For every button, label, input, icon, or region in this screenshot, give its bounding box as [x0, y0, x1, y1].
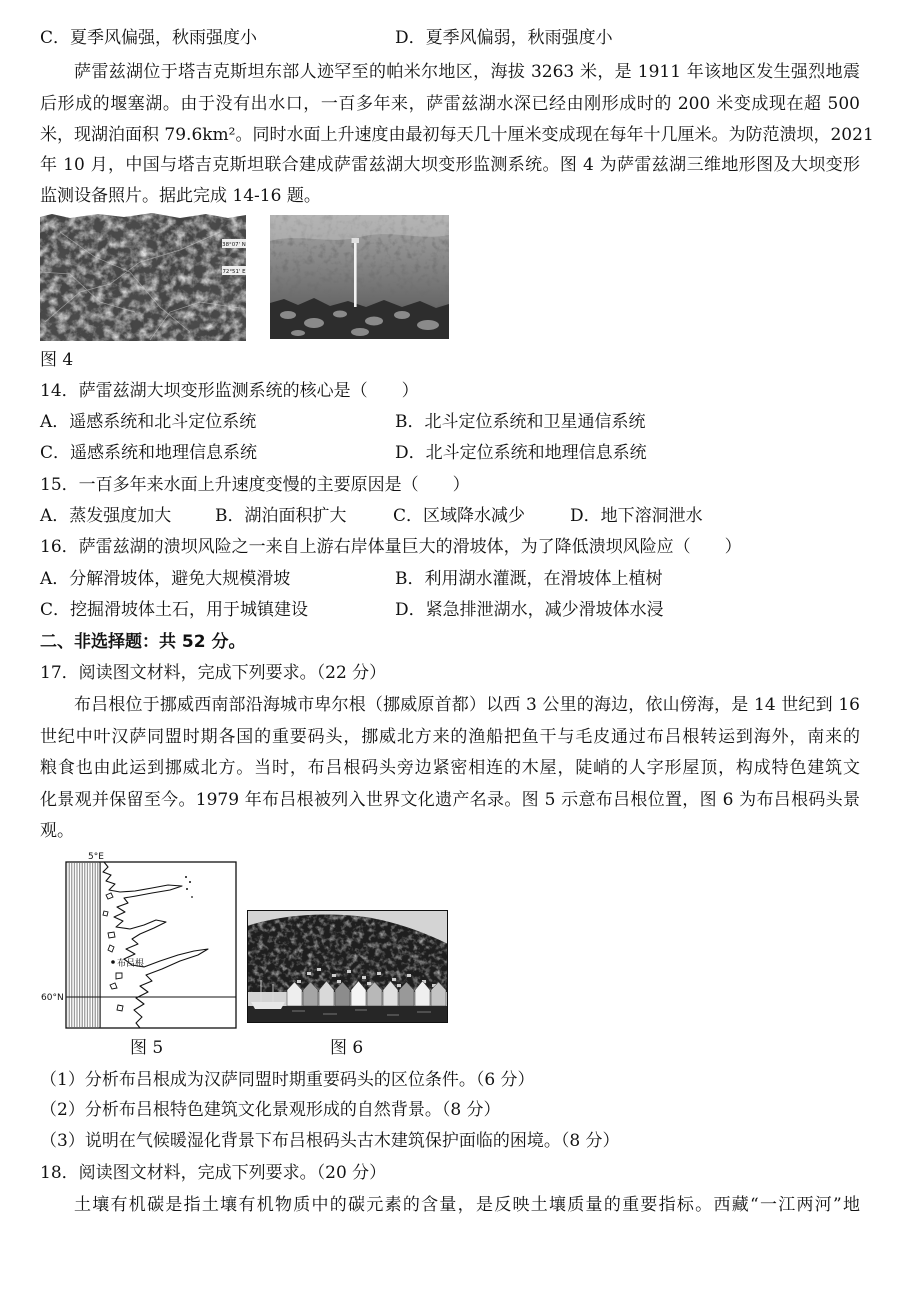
soil-material-line: 土壤有机碳是指土壤有机物质中的碳元素的含量，是反映土壤质量的重要指标。西藏“一江两河”地 [74, 1195, 860, 1215]
latitude-label: 38°07' N [222, 241, 246, 248]
sarez-material-line: 年 10 月，中国与塔吉克斯坦联合建成萨雷兹湖大坝变形监测系统。图 4 为萨雷兹湖三维地形图及大坝变形 [40, 155, 860, 175]
monitoring-pole [354, 243, 357, 307]
question-14-option-a: A．遥感系统和北斗定位系统 [40, 412, 257, 432]
sarez-material-line: 监测设备照片。据此完成 14-16 题。 [40, 186, 321, 206]
figure-4-terrain-image [40, 212, 246, 341]
previous-option-c: C．夏季风偏强，秋雨强度小 [40, 28, 258, 48]
bryggen-material-line: 布吕根位于挪威西南部沿海城市卑尔根（挪威原首都）以西 3 公里的海边，依山傍海，是 14 世纪到 16 [74, 695, 860, 715]
figure-4-monitoring-photo [270, 215, 449, 339]
meridian-label: 5°E [88, 852, 104, 862]
previous-option-d: D．夏季风偏弱，秋雨强度小 [395, 28, 613, 48]
bryggen-material-line: 世纪中叶汉萨同盟时期各国的重要码头，挪威北方来的渔船把鱼干与毛皮通过布吕根转运到海外，南来的 [40, 727, 860, 747]
parallel-label: 60°N [41, 993, 64, 1003]
bryggen-material-line: 观。 [40, 821, 74, 841]
longitude-label: 72°51' E [222, 268, 246, 275]
question-14-option-d: D．北斗定位系统和地理信息系统 [395, 443, 647, 463]
question-14-stem: 14．萨雷兹湖大坝变形监测系统的核心是（ ） [40, 381, 419, 401]
question-15-option-a: A．蒸发强度加大 [40, 506, 172, 526]
sea-shading [67, 863, 101, 1027]
question-18-stem: 18．阅读图文材料，完成下列要求。（20 分） [40, 1163, 387, 1183]
section-2-title: 二、非选择题：共 52 分。 [40, 632, 246, 652]
question-14-option-c: C．遥感系统和地理信息系统 [40, 443, 258, 463]
question-16-stem: 16．萨雷兹湖的溃坝风险之一来自上游右岸体量巨大的滑坡体，为了降低溃坝风险应（ ） [40, 537, 742, 557]
sarez-material-line: 米，现湖泊面积 79.6km²。同时水面上升速度由最初每天几十厘米变成现在每年十几厘米。为防范溃坝，2021 [40, 125, 874, 145]
terrain-highlight-texture [40, 212, 246, 341]
question-17-sub-2: （2）分析布吕根特色建筑文化景观形成的自然背景。（8 分） [40, 1100, 501, 1120]
sarez-material-line: 萨雷兹湖位于塔吉克斯坦东部人迹罕至的帕米尔地区，海拔 3263 米，是 1911 年该地区发生强烈地震 [74, 62, 860, 82]
figure-5-location-map [40, 845, 240, 1035]
question-17-sub-1: （1）分析布吕根成为汉萨同盟时期重要码头的区位条件。（6 分） [40, 1070, 535, 1090]
figure-6-caption: 图 6 [330, 1038, 364, 1058]
question-15-option-d: D．地下溶洞泄水 [570, 506, 703, 526]
sarez-material-line: 后形成的堰塞湖。由于没有出水口，一百多年来，萨雷兹湖水深已经由刚形成时的 200 米变成现在超 500 [40, 94, 860, 114]
question-17-stem: 17．阅读图文材料，完成下列要求。（22 分） [40, 663, 387, 683]
figure-5-caption: 图 5 [130, 1038, 164, 1058]
figure-6-wharf-photo [247, 910, 448, 1023]
question-15-stem: 15．一百多年来水面上升速度变慢的主要原因是（ ） [40, 475, 470, 495]
boat-hull [251, 1002, 285, 1009]
question-16-option-a: A．分解滑坡体，避免大规模滑坡 [40, 569, 291, 589]
bryggen-material-line: 粮食也由此运到挪威北方。当时，布吕根码头旁边紧密相连的木屋，陡峭的人字形屋顶，构成特色建筑文 [40, 758, 860, 778]
figure-4-caption: 图 4 [40, 350, 74, 370]
question-15-option-c: C．区域降水减少 [393, 506, 526, 526]
monitoring-antenna [352, 238, 360, 243]
question-14-option-b: B．北斗定位系统和卫星通信系统 [395, 412, 646, 432]
bryggen-marker [111, 960, 115, 964]
bryggen-material-line: 化景观并保留至今。1979 年布吕根被列入世界文化遗产名录。图 5 示意布吕根位置，图 6 为布吕根码头景 [40, 790, 860, 810]
bryggen-label: 布吕根 [117, 959, 145, 969]
question-16-option-c: C．挖掘滑坡体土石，用于城镇建设 [40, 600, 309, 620]
question-15-option-b: B．湖泊面积扩大 [215, 506, 347, 526]
question-16-option-d: D．紧急排泄湖水，减少滑坡体水浸 [395, 600, 664, 620]
question-16-option-b: B．利用湖水灌溉，在滑坡体上植树 [395, 569, 663, 589]
question-17-sub-3: （3）说明在气候暖湿化背景下布吕根码头古木建筑保护面临的困境。（8 分） [40, 1131, 620, 1151]
